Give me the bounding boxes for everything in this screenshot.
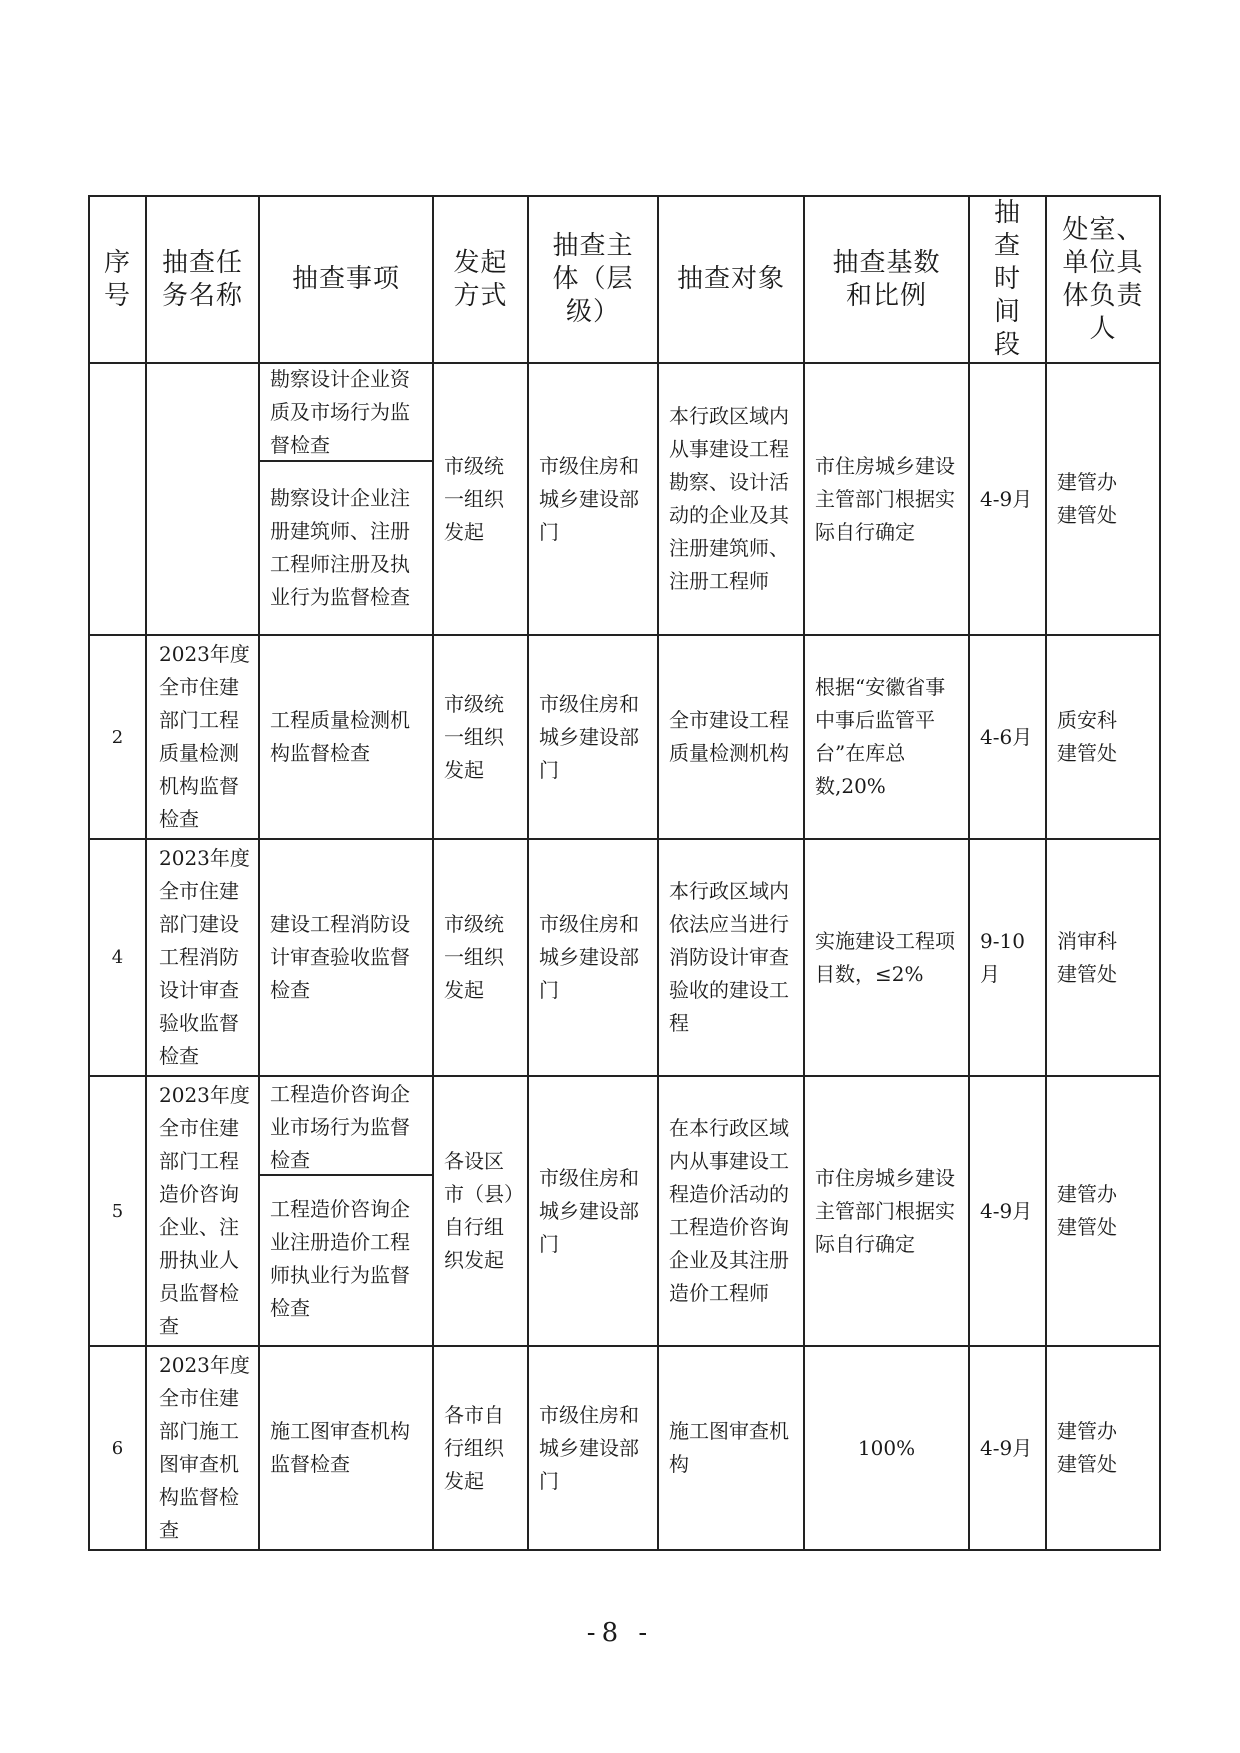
method-cell	[433, 1076, 528, 1346]
inspection-item: 施工图审查机构监督检查	[270, 1419, 410, 1476]
target-cell-text: 施工图审查机构	[669, 1419, 789, 1476]
owner-cell-text: 质安科 建管处	[1057, 708, 1117, 765]
target-cell-text: 本行政区域内从事建设工程勘察、设计活动的企业及其注册建筑师、注册工程师	[669, 404, 789, 593]
item-cell	[259, 363, 433, 635]
target-cell	[658, 1076, 804, 1346]
owner-cell-text: 建管办 建管处	[1057, 1182, 1117, 1239]
inspection-table	[88, 195, 1161, 1551]
period-cell-text: 4-9月	[980, 1198, 1033, 1223]
subject-cell-text: 市级住房和城乡建设部门	[539, 912, 639, 1002]
owner-cell-text: 建管办 建管处	[1057, 470, 1117, 527]
seq-cell-text: 5	[111, 1200, 124, 1222]
header-item: 抽查事项	[259, 196, 433, 363]
period-cell	[969, 363, 1046, 635]
inspection-item: 勘察设计企业资质及市场行为监督检查	[260, 364, 432, 462]
period-cell	[969, 635, 1046, 839]
inspection-item: 勘察设计企业注册建筑师、注册工程师注册及执业行为监督检查	[270, 486, 410, 609]
item-cell	[259, 635, 433, 839]
header-seq: 序号	[89, 196, 146, 363]
header-subject: 抽查主体（层级）	[528, 196, 658, 363]
ratio-cell	[804, 1346, 969, 1550]
subject-cell-text: 市级住房和城乡建设部门	[539, 453, 639, 544]
page-number: -8 -	[586, 1618, 654, 1648]
seq-cell-text: 6	[111, 1437, 124, 1459]
method-cell	[433, 635, 528, 839]
method-cell-text: 各设区市（县）自行组织发起	[444, 1149, 514, 1272]
method-cell	[433, 1346, 528, 1550]
target-cell-text: 本行政区域内依法应当进行消防设计审查验收的建设工程	[669, 879, 789, 1035]
task-name-cell-text: 2023年度全市住建部门建设工程消防设计审查验收监督检查	[159, 846, 250, 1068]
seq-cell-text: 2	[111, 726, 124, 748]
seq-cell	[89, 1346, 146, 1550]
subject-cell	[528, 635, 658, 839]
seq-cell-text	[90, 497, 145, 501]
header-ratio: 抽查基数和比例	[804, 196, 969, 363]
method-cell-text: 市级统一组织发起	[444, 912, 504, 1002]
table-row	[89, 363, 1160, 635]
method-cell	[433, 363, 528, 635]
method-cell-text: 市级统一组织发起	[444, 453, 504, 544]
task-name-cell-text	[147, 497, 258, 501]
owner-cell-text: 建管办 建管处	[1057, 1419, 1117, 1476]
period-cell	[969, 839, 1046, 1076]
inspection-item: 工程质量检测机构监督检查	[270, 708, 410, 765]
task-name-cell-text: 2023年度全市住建部门施工图审查机构监督检查	[159, 1353, 250, 1542]
ratio-cell-text: 根据“安徽省事中事后监管平台”在库总数,20%	[815, 675, 946, 798]
table-body	[89, 363, 1160, 1550]
task-name-cell-text: 2023年度全市住建部门工程造价咨询企业、注册执业人员监督检查	[159, 1083, 250, 1338]
ratio-cell-text: 100%	[857, 1435, 916, 1460]
task-name-cell	[146, 363, 259, 635]
task-name-cell	[146, 1076, 259, 1346]
header-target: 抽查对象	[658, 196, 804, 363]
header-method: 发起方式	[433, 196, 528, 363]
task-name-cell	[146, 635, 259, 839]
ratio-cell	[804, 1076, 969, 1346]
subject-cell	[528, 839, 658, 1076]
seq-cell	[89, 1076, 146, 1346]
target-cell-text: 在本行政区域内从事建设工程造价活动的工程造价咨询企业及其注册造价工程师	[669, 1116, 789, 1305]
header-task: 抽查任务名称	[146, 196, 259, 363]
header-owner: 处室、单位具体负责人	[1046, 196, 1160, 363]
ratio-cell-text: 市住房城乡建设主管部门根据实际自行确定	[815, 453, 955, 544]
owner-cell	[1046, 839, 1160, 1076]
subject-cell	[528, 1346, 658, 1550]
owner-cell	[1046, 1076, 1160, 1346]
target-cell	[658, 635, 804, 839]
period-cell-text: 4-6月	[980, 724, 1033, 749]
header-period: 抽查时间段	[969, 196, 1046, 363]
period-cell-text: 4-9月	[980, 1435, 1033, 1460]
subject-cell-text: 市级住房和城乡建设部门	[539, 691, 639, 782]
seq-cell	[89, 839, 146, 1076]
period-cell-text: 4-9月	[980, 486, 1033, 511]
table-row	[89, 839, 1160, 1076]
ratio-cell	[804, 839, 969, 1076]
target-cell	[658, 839, 804, 1076]
item-cell	[259, 1076, 433, 1346]
owner-cell	[1046, 1346, 1160, 1550]
subject-cell-text: 市级住房和城乡建设部门	[539, 1165, 639, 1256]
seq-cell-text: 4	[111, 947, 124, 968]
target-cell	[658, 363, 804, 635]
period-cell	[969, 1346, 1046, 1550]
subject-cell	[528, 1076, 658, 1346]
target-cell	[658, 1346, 804, 1550]
inspection-item: 建设工程消防设计审查验收监督检查	[270, 912, 410, 1002]
subject-cell	[528, 363, 658, 635]
table-row	[89, 635, 1160, 839]
ratio-cell	[804, 635, 969, 839]
owner-cell	[1046, 635, 1160, 839]
inspection-item: 工程造价咨询企业注册造价工程师执业行为监督检查	[270, 1197, 410, 1320]
task-name-cell	[146, 1346, 259, 1550]
ratio-cell-text: 实施建设工程项目数，≤2%	[815, 928, 955, 986]
target-cell-text: 全市建设工程质量检测机构	[669, 708, 789, 765]
method-cell-text: 市级统一组织发起	[444, 691, 504, 782]
task-name-cell-text: 2023年度全市住建部门工程质量检测机构监督检查	[159, 642, 250, 831]
ratio-cell	[804, 363, 969, 635]
owner-cell-text: 消审科 建管处	[1057, 928, 1117, 986]
method-cell-text: 各市自行组织发起	[444, 1402, 504, 1493]
method-cell	[433, 839, 528, 1076]
seq-cell	[89, 363, 146, 635]
table-row	[89, 1346, 1160, 1550]
item-cell	[259, 839, 433, 1076]
item-cell	[259, 1346, 433, 1550]
task-name-cell	[146, 839, 259, 1076]
table-row	[89, 1076, 1160, 1346]
header-row	[89, 196, 1160, 363]
owner-cell	[1046, 363, 1160, 635]
seq-cell	[89, 635, 146, 839]
ratio-cell-text: 市住房城乡建设主管部门根据实际自行确定	[815, 1165, 955, 1256]
period-cell	[969, 1076, 1046, 1346]
subject-cell-text: 市级住房和城乡建设部门	[539, 1402, 639, 1493]
inspection-item: 工程造价咨询企业市场行为监督检查	[260, 1080, 432, 1176]
period-cell-text: 9-10月	[980, 928, 1025, 986]
